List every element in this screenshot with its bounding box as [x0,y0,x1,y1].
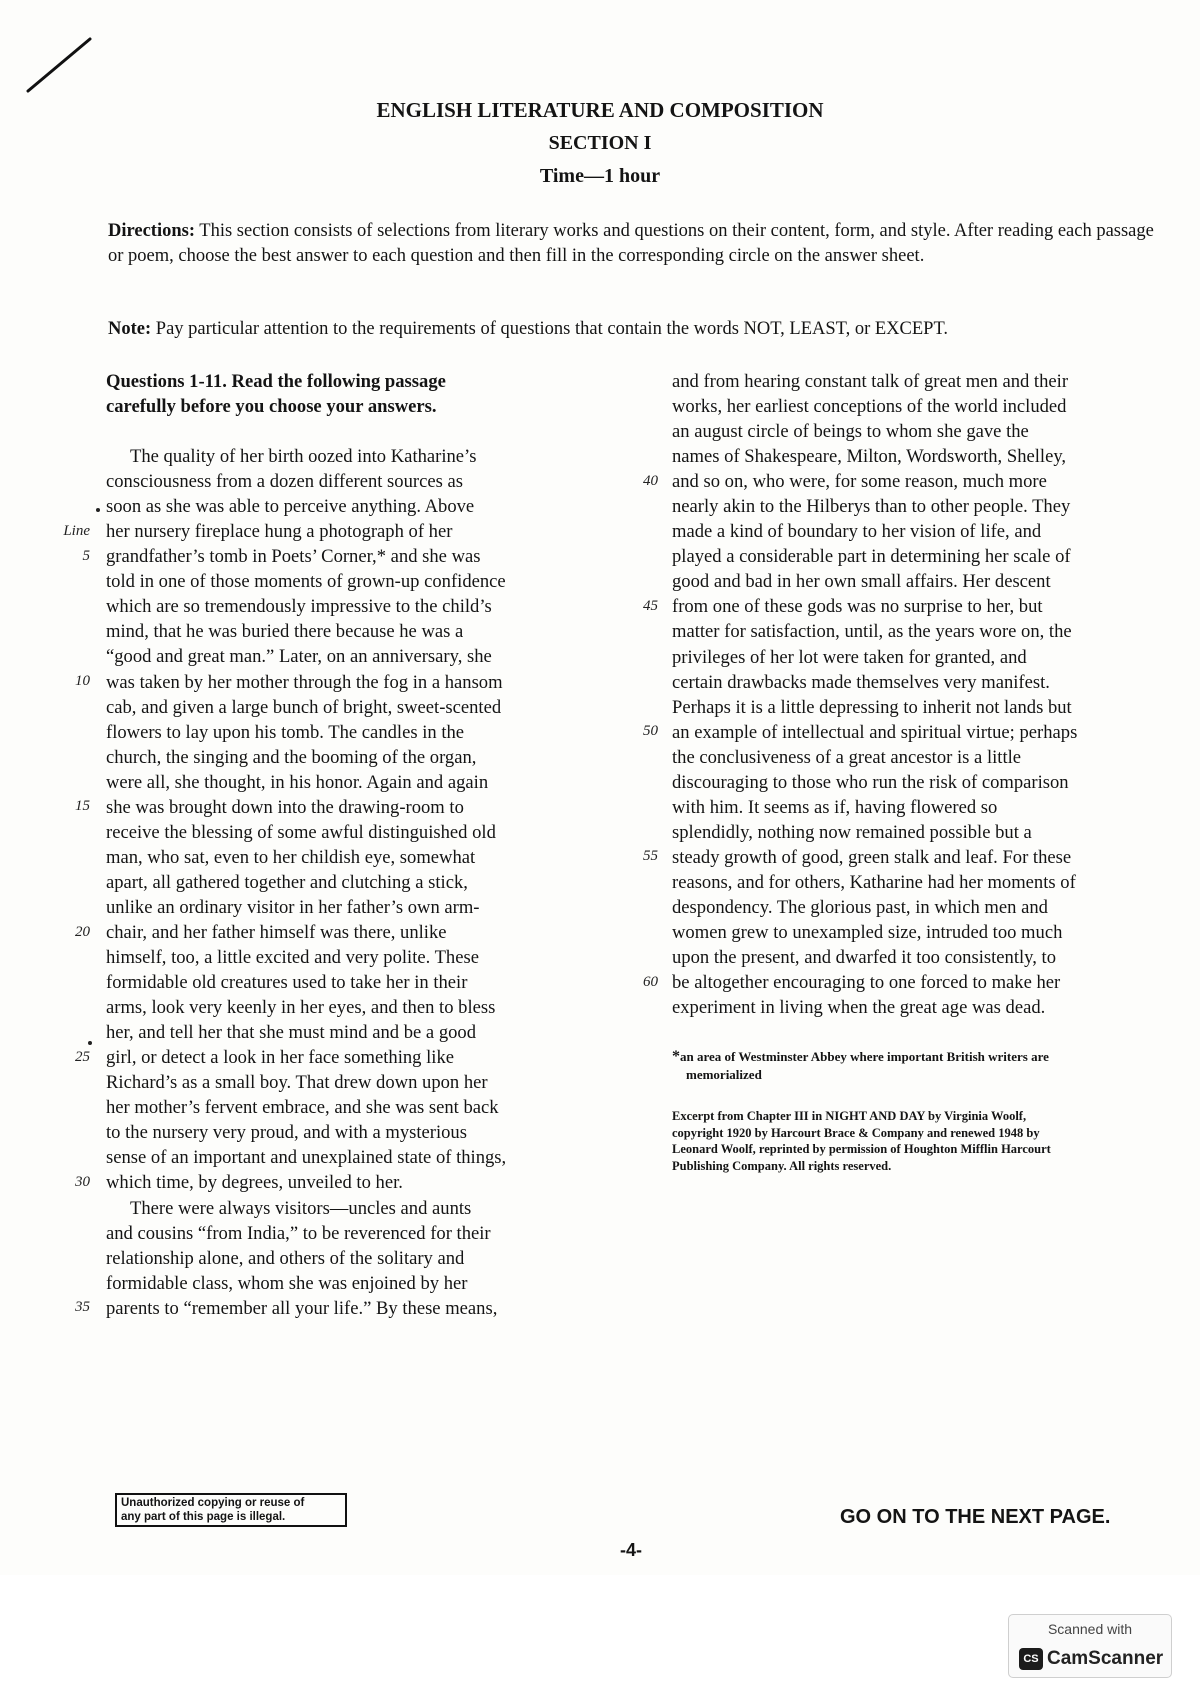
passage-line: chair, and her father himself was there, unlike [106,921,447,943]
passage-line: The quality of her birth oozed into Katharine’s [130,446,477,468]
line-number: 5 [82,548,90,564]
passage-line: cab, and given a large bunch of bright, sweet-scented [106,696,502,718]
directions-label: Directions: [108,221,195,241]
passage-line: formidable class, whom she was enjoined by her [106,1272,468,1294]
dot-mark [86,1039,94,1047]
passage-line: formidable old creatures used to take her in their [106,972,468,994]
line-number: 40 [643,473,658,489]
passage-line: man, who sat, even to her childish eye, somewhat [106,846,476,868]
citation-line: Excerpt from Chapter III in NIGHT AND DAY by Virginia Woolf, [672,1109,1027,1123]
passage-line: nearly akin to the Hilberys than to other people. They [672,496,1071,518]
line-number: 55 [643,848,658,864]
passage-line: reasons, and for others, Katharine had her moments of [672,871,1076,893]
passage-line: mind, that he was buried there because he was a [106,621,464,643]
passage-line: despondency. The glorious past, in which men and [672,896,1048,918]
passage-line: certain drawbacks made themselves very manifest. [672,671,1050,693]
line-number: 60 [643,974,658,990]
passage-line: steady growth of good, green stalk and leaf. For these [672,846,1072,868]
passage-line: sense of an important and unexplained state of things, [106,1147,507,1169]
passage-line: and cousins “from India,” to be reverenced for their [106,1222,491,1244]
exam-title: ENGLISH LITERATURE AND COMPOSITION [376,98,824,122]
passage-line: relationship alone, and others of the solitary and [106,1247,465,1269]
pen-mark [22,35,92,95]
passage-line: and so on, who were, for some reason, much more [672,471,1047,493]
passage-line: experiment in living when the great age was dead. [672,997,1046,1019]
passage-right-column [672,369,1168,1020]
passage-line: was taken by her mother through the fog in a hansom [106,671,503,693]
section-label: SECTION I [548,132,652,154]
passage-line: with him. It seems as if, having flowered so [672,796,998,818]
passage-line: told in one of those moments of grown-up confidence [106,571,506,593]
citation-line: Publishing Company. All rights reserved. [672,1158,892,1173]
note-label: Note: [108,319,152,339]
passage-line: she was brought down into the drawing-room to [106,796,464,818]
passage-line: names of Shakespeare, Milton, Wordsworth, Shelley, [672,446,1067,468]
warning-line: any part of this page is illegal. [121,1511,286,1523]
citation-line: copyright 1920 by Harcourt Brace & Company and renewed 1948 by [672,1125,1040,1140]
passage-line: church, the singing and the booming of the organ, [106,746,477,768]
watermark-caption: Scanned with [1047,1621,1133,1637]
footnote-line: memorialized [686,1067,762,1082]
passage-line: apart, all gathered together and clutching a stick, [106,871,468,893]
passage-line: arms, look very keenly in her eyes, and then to bless [106,997,496,1019]
passage-line: privileges of her lot were taken for granted, and [672,646,1027,668]
passage-line: were all, she thought, in his honor. Again and again [106,771,489,793]
footnote-line: an area of Westminster Abbey where important British writers are [680,1049,1049,1064]
questions-heading-line: carefully before you choose your answers. [106,396,437,418]
footnote-star: * [672,1048,680,1065]
line-number: 30 [75,1174,90,1190]
passage-line: receive the blessing of some awful distinguished old [106,821,496,843]
passage-line: an august circle of beings to whom she gave the [672,421,1029,443]
note-text: Pay particular attention to the requirements of questions that contain the words NOT, LEAST, or EXCEPT. [155,319,949,339]
directions [108,219,1168,269]
passage-line: to the nursery very proud, and with a mysterious [106,1122,467,1144]
time-limit: Time—1 hour [539,165,661,187]
passage-line: upon the present, and dwarfed it too consistently, to [672,947,1057,969]
line-number: 25 [75,1049,90,1065]
directions-text: This section consists of selections from literary works and questions on their content, form, and style. After reading each passage or poem, choose the best answer to each question and then fill in the corresponding circle on the answer sheet. [108,221,1154,266]
camscanner-watermark [1008,1614,1172,1678]
dot-mark [94,506,102,514]
passage-line: which are so tremendously impressive to the child’s [106,596,492,618]
passage-line: made a kind of boundary to her vision of life, and [672,521,1042,543]
go-on-instruction: GO ON TO THE NEXT PAGE. [840,1506,1111,1528]
passage-line: Perhaps it is a little depressing to inherit not lands but [672,696,1072,718]
passage-line: unlike an ordinary visitor in her father’s own arm- [106,896,480,918]
copyright-warning-box [115,1493,347,1527]
passage-line: discouraging to those who run the risk of comparison [672,771,1069,793]
line-number: 10 [75,673,90,689]
passage-line: good and bad in her own small affairs. Her descent [672,571,1051,593]
passage-line: her, and tell her that she must mind and be a good [106,1022,477,1044]
line-number: 20 [75,924,90,940]
passage-line: “good and great man.” Later, on an anniversary, she [106,646,492,668]
questions-heading-line: Questions 1-11. Read the following passage [106,371,446,392]
page-number: -4- [620,1540,642,1560]
passage-line: from one of these gods was no surprise to her, but [672,596,1043,618]
note [108,317,1168,342]
passage-line: himself, too, a little excited and very polite. These [106,947,479,969]
passage-line: an example of intellectual and spiritual virtue; perhaps [672,721,1078,743]
camscanner-logo-icon: CS [1019,1648,1043,1670]
passage-line: parents to “remember all your life.” By these means, [106,1297,498,1319]
passage-line: splendidly, nothing now remained possible but a [672,821,1032,843]
warning-line: Unauthorized copying or reuse of [121,1497,305,1509]
passage-line: her mother’s fervent embrace, and she was sent back [106,1097,499,1119]
passage-line: which time, by degrees, unveiled to her. [106,1172,403,1194]
questions-heading [106,369,591,419]
passage-line: matter for satisfaction, until, as the years wore on, the [672,621,1072,643]
source-citation [672,1108,1152,1174]
passage-line: consciousness from a dozen different sources as [106,471,463,493]
passage-line: played a considerable part in determining her scale of [672,546,1071,568]
passage-line: be altogether encouraging to one forced to make her [672,972,1061,994]
line-number: 50 [643,723,658,739]
passage-line: grandfather’s tomb in Poets’ Corner,* and she was [106,546,481,568]
passage-line: There were always visitors—uncles and aunts [130,1197,472,1219]
watermark-brand: CamScanner [1047,1648,1164,1669]
passage-line: women grew to unexampled size, intruded too much [672,922,1063,944]
passage-line: the conclusiveness of a great ancestor is a little [672,746,1022,768]
passage-line: flowers to lay upon his tomb. The candles in the [106,721,465,743]
footnote [672,1048,1152,1084]
passage-line: her nursery fireplace hung a photograph of her [106,521,453,543]
passage-line: soon as she was able to perceive anything. Above [106,496,475,518]
line-number: 15 [75,798,90,814]
passage-line: Richard’s as a small boy. That drew down upon her [106,1072,488,1094]
line-number: 45 [643,598,658,614]
citation-line: Leonard Woolf, reprinted by permission of Houghton Mifflin Harcourt [672,1142,1051,1156]
line-label: Line [63,523,90,539]
passage-left-column [106,369,591,1321]
passage-line: and from hearing constant talk of great men and their [672,371,1069,392]
passage-line: girl, or detect a look in her face something like [106,1047,454,1069]
passage-line: works, her earliest conceptions of the world included [672,396,1067,418]
line-number: 35 [75,1299,90,1315]
